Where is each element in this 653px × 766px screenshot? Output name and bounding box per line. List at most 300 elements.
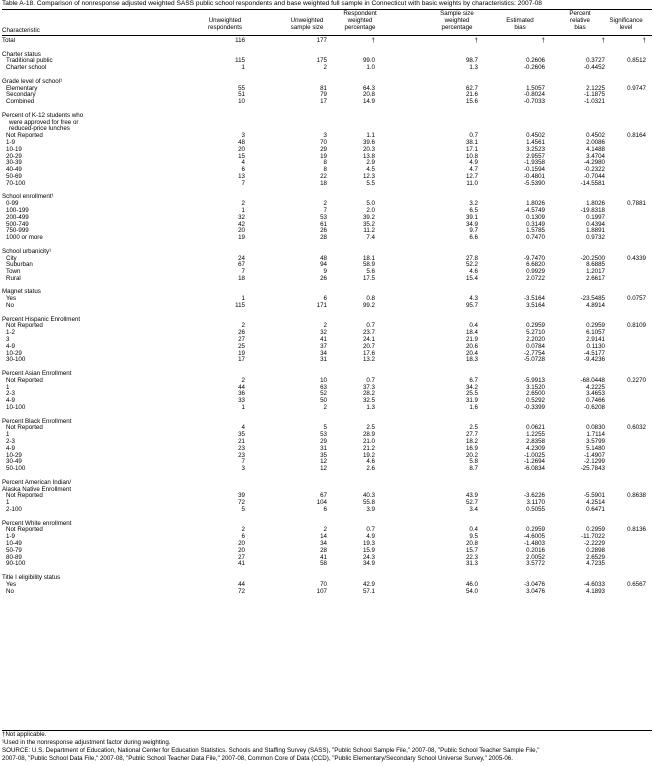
cell-sample-size-weighted-percentage: 27.8 — [465, 254, 478, 262]
table-row — [0, 99, 653, 106]
cell-unweighted-sample-size: 58 — [320, 560, 327, 568]
cell-respondent-weighted-percentage: 13.2 — [362, 356, 375, 364]
row-spacer — [0, 514, 653, 521]
cell-estimated-bias: 2.0052 — [526, 553, 545, 561]
row-label: Suburban — [6, 261, 33, 269]
row-label: Traditional public — [6, 57, 53, 65]
row-label: 1-9 — [6, 533, 15, 541]
cell-sample-size-weighted-percentage: 52.2 — [465, 261, 478, 269]
cell-percent-relative-bias: -4.2980 — [584, 159, 605, 167]
cell-unweighted-respondents: 2 — [241, 322, 245, 330]
cell-percent-relative-bias: 6.1057 — [586, 329, 605, 337]
cell-unweighted-respondents: 116 — [235, 37, 245, 44]
table-row — [0, 405, 653, 412]
cell-respondent-weighted-percentage: 99.2 — [362, 302, 375, 310]
cell-sample-size-weighted-percentage: 25.5 — [465, 390, 478, 398]
cell-percent-relative-bias: -11.7022 — [581, 533, 605, 541]
cell-unweighted-sample-size: 2 — [323, 526, 327, 534]
cell-unweighted-respondents: 55 — [238, 84, 245, 92]
cell-estimated-bias: -6.0834 — [524, 465, 545, 473]
cell-unweighted-respondents: 48 — [238, 138, 245, 146]
cell-percent-relative-bias: 2.9141 — [586, 336, 605, 344]
cell-unweighted-respondents: 7 — [241, 268, 245, 276]
cell-respondent-weighted-percentage: 2.5 — [366, 424, 375, 432]
row-spacer — [0, 310, 653, 317]
row-label: reduced-price lunches — [9, 125, 70, 133]
header-unweighted-sample-size: Unweighted sample size — [290, 17, 324, 31]
cell-unweighted-respondents: 19 — [238, 349, 245, 357]
cell-estimated-bias: -1.0025 — [524, 451, 545, 459]
cell-estimated-bias: 0.3149 — [526, 220, 545, 228]
row-label: Percent American Indian/ — [2, 478, 72, 486]
cell-respondent-weighted-percentage: 37.3 — [362, 383, 375, 391]
cell-percent-relative-bias: -2.1299 — [584, 458, 605, 466]
cell-unweighted-respondents: 18 — [238, 274, 245, 282]
cell-sample-size-weighted-percentage: 8.7 — [469, 465, 478, 473]
cell-significance-level: 0.8164 — [627, 132, 646, 140]
cell-sample-size-weighted-percentage: 38.1 — [465, 138, 478, 146]
cell-percent-relative-bias: 0.7466 — [586, 397, 605, 405]
row-label: 30-49 — [6, 458, 22, 466]
header-estimated-bias: Estimated bias — [506, 17, 534, 31]
cell-unweighted-sample-size: 177 — [316, 37, 327, 44]
row-label: 1 — [6, 499, 10, 507]
cell-percent-relative-bias: -68.0448 — [580, 376, 605, 384]
cell-respondent-weighted-percentage: 24.1 — [362, 336, 375, 344]
row-label: City — [6, 254, 17, 262]
cell-percent-relative-bias: 1.2017 — [586, 268, 605, 276]
cell-percent-relative-bias: 1.8891 — [586, 227, 605, 235]
row-label: Town — [6, 268, 21, 276]
cell-sample-size-weighted-percentage: 1.3 — [469, 64, 478, 72]
cell-estimated-bias: -4.5749 — [524, 206, 545, 214]
cell-estimated-bias: 0.2959 — [526, 526, 545, 534]
header-sample-size-weighted-percentage: Sample size weighted percentage — [440, 10, 474, 31]
cell-sample-size-weighted-percentage: 95.7 — [465, 302, 478, 310]
row-label: 50-69 — [6, 172, 22, 180]
cell-unweighted-sample-size: 17 — [320, 98, 327, 106]
cell-respondent-weighted-percentage: 39.6 — [362, 138, 375, 146]
row-spacer — [0, 473, 653, 480]
cell-sample-size-weighted-percentage: 31.9 — [465, 397, 478, 405]
cell-sample-size-weighted-percentage: 4.3 — [469, 295, 478, 303]
cell-estimated-bias: 1.5785 — [526, 227, 545, 235]
cell-estimated-bias: 3.5772 — [526, 560, 545, 568]
cell-unweighted-respondents: 1 — [241, 295, 245, 303]
cell-percent-relative-bias: -1.0321 — [584, 98, 605, 106]
cell-significance-level: 0.0757 — [627, 295, 646, 303]
row-spacer — [0, 412, 653, 419]
cell-respondent-weighted-percentage: 2.6 — [366, 465, 375, 473]
cell-unweighted-respondents: 6 — [241, 166, 245, 174]
cell-unweighted-sample-size: 35 — [320, 451, 327, 459]
cell-unweighted-sample-size: 8 — [323, 166, 327, 174]
cell-estimated-bias: 0.0621 — [526, 424, 545, 432]
cell-unweighted-respondents: 32 — [238, 213, 245, 221]
cell-percent-relative-bias: 3.4704 — [586, 152, 605, 160]
row-label: 2-3 — [6, 390, 15, 398]
row-spacer — [0, 364, 653, 371]
row-label: 200-499 — [6, 213, 29, 221]
cell-unweighted-sample-size: 12 — [320, 458, 327, 466]
cell-unweighted-sample-size: 18 — [320, 179, 327, 187]
cell-respondent-weighted-percentage: 55.8 — [362, 499, 375, 507]
table-row — [0, 561, 653, 568]
cell-unweighted-respondents: 7 — [241, 458, 245, 466]
cell-unweighted-sample-size: 2 — [323, 404, 327, 412]
cell-estimated-bias: -1.4803 — [524, 539, 545, 547]
cell-unweighted-sample-size: 34 — [320, 349, 327, 357]
cell-significance-level: 0.9747 — [627, 84, 646, 92]
cell-respondent-weighted-percentage: 1.1 — [366, 132, 375, 140]
cell-estimated-bias: 2.8358 — [526, 438, 545, 446]
cell-unweighted-sample-size: 94 — [320, 261, 327, 269]
cell-sample-size-weighted-percentage: 62.7 — [465, 84, 478, 92]
cell-sample-size-weighted-percentage: 54.0 — [465, 587, 478, 595]
cell-respondent-weighted-percentage: 0.8 — [366, 295, 375, 303]
cell-estimated-bias: 0.7470 — [526, 234, 545, 242]
cell-sample-size-weighted-percentage: 22.3 — [465, 553, 478, 561]
cell-unweighted-sample-size: 104 — [316, 499, 327, 507]
table-row — [0, 38, 653, 45]
cell-unweighted-respondents: 51 — [238, 91, 245, 99]
cell-respondent-weighted-percentage: 4.9 — [366, 533, 375, 541]
cell-percent-relative-bias: 5.1480 — [586, 444, 605, 452]
cell-unweighted-sample-size: 3 — [323, 132, 327, 140]
cell-sample-size-weighted-percentage: 20.2 — [465, 451, 478, 459]
row-label: 10-29 — [6, 451, 22, 459]
cell-percent-relative-bias: 0.2898 — [586, 546, 605, 554]
cell-sample-size-weighted-percentage: 39.1 — [465, 213, 478, 221]
cell-unweighted-respondents: 2 — [241, 200, 245, 208]
row-label: 3 — [6, 336, 10, 344]
table-row — [0, 466, 653, 473]
cell-unweighted-respondents: 67 — [238, 261, 245, 269]
cell-unweighted-respondents: 35 — [238, 431, 245, 439]
row-label: 2-100 — [6, 505, 22, 513]
row-label: 50-100 — [6, 465, 26, 473]
cell-respondent-weighted-percentage: 11.2 — [363, 227, 375, 235]
row-spacer — [0, 568, 653, 575]
cell-estimated-bias: 1.8026 — [526, 200, 545, 208]
cell-significance-level: 0.7881 — [627, 200, 646, 208]
cell-percent-relative-bias: 1.7114 — [586, 431, 605, 439]
cell-respondent-weighted-percentage: 0.7 — [366, 322, 375, 330]
cell-respondent-weighted-percentage: 99.0 — [362, 57, 375, 65]
table-row — [0, 120, 653, 127]
cell-estimated-bias: -5.0728 — [524, 356, 545, 364]
cell-significance-level: 0.6032 — [627, 424, 646, 432]
row-label: Not Reported — [6, 376, 43, 384]
cell-significance-level: 0.8512 — [627, 57, 646, 65]
cell-respondent-weighted-percentage: 20.7 — [362, 342, 375, 350]
cell-estimated-bias: 5.2710 — [526, 329, 545, 337]
cell-estimated-bias: -0.4801 — [524, 172, 545, 180]
cell-respondent-weighted-percentage: 0.7 — [366, 376, 375, 384]
cell-respondent-weighted-percentage: 17.6 — [362, 349, 375, 357]
cell-significance-level: 0.8638 — [627, 492, 646, 500]
cell-estimated-bias: 0.4502 — [526, 132, 545, 140]
row-label: Title I eligibility status — [2, 573, 61, 581]
row-label: Rural — [6, 274, 21, 282]
cell-unweighted-respondents: 39 — [238, 492, 245, 500]
cell-percent-relative-bias: 0.2959 — [586, 526, 605, 534]
row-label: Grade level of school¹ — [2, 77, 63, 85]
row-label: Charter school — [6, 64, 47, 72]
cell-unweighted-sample-size: 34 — [320, 539, 327, 547]
cell-unweighted-sample-size: 14 — [320, 533, 327, 541]
row-label: Percent Asian Enrollment — [2, 370, 72, 378]
cell-unweighted-respondents: 2 — [241, 376, 245, 384]
table-row — [0, 65, 653, 72]
cell-percent-relative-bias: 0.1997 — [586, 213, 605, 221]
row-label: 4-9 — [6, 342, 15, 350]
cell-unweighted-respondents: 17 — [238, 356, 245, 364]
cell-estimated-bias: -1.9358 — [524, 159, 545, 167]
cell-sample-size-weighted-percentage: 9.7 — [469, 227, 478, 235]
row-label: 2-3 — [6, 438, 15, 446]
cell-unweighted-sample-size: 53 — [320, 213, 327, 221]
cell-respondent-weighted-percentage: 2.9 — [366, 159, 375, 167]
row-spacer — [0, 242, 653, 249]
cell-unweighted-respondents: 21 — [238, 438, 245, 446]
cell-respondent-weighted-percentage: 42.9 — [362, 580, 375, 588]
cell-estimated-bias: 2.9557 — [526, 152, 545, 160]
cell-respondent-weighted-percentage: 5.5 — [366, 179, 375, 187]
cell-percent-relative-bias: 4.2514 — [586, 499, 605, 507]
cell-estimated-bias: 3.2523 — [526, 145, 545, 153]
cell-sample-size-weighted-percentage: 0.4 — [469, 526, 478, 534]
row-label: Charter status — [2, 50, 41, 58]
row-label: 0-99 — [6, 200, 19, 208]
cell-sample-size-weighted-percentage: 27.7 — [465, 431, 478, 439]
cell-respondent-weighted-percentage: 7.4 — [366, 234, 375, 242]
header-significance-level: Significance level — [609, 17, 643, 31]
table-row — [0, 507, 653, 514]
cell-sample-size-weighted-percentage: 4.6 — [469, 268, 478, 276]
cell-estimated-bias: -1.2694 — [524, 458, 545, 466]
cell-unweighted-sample-size: 5 — [323, 424, 327, 432]
cell-sample-size-weighted-percentage: 15.7 — [465, 546, 478, 554]
cell-sample-size-weighted-percentage: 18.2 — [465, 438, 478, 446]
cell-unweighted-sample-size: 61 — [320, 220, 327, 228]
cell-unweighted-sample-size: 2 — [323, 200, 327, 208]
cell-estimated-bias: 2.0722 — [526, 274, 545, 282]
cell-unweighted-respondents: 1 — [241, 206, 245, 214]
row-label: Not Reported — [6, 132, 43, 140]
cell-unweighted-sample-size: 81 — [320, 84, 327, 92]
source-note-line-2: 2007-08, "Public School Data File," 2007-08, "Public School Teacher Data File," 2007-08, Common Core of Data (CCD), "Public Elementary/Secondary School Universe Survey," 2005-06. — [2, 755, 513, 762]
cell-percent-relative-bias: 0.1130 — [586, 342, 605, 350]
cell-respondent-weighted-percentage: 5.0 — [366, 200, 375, 208]
row-label: 1000 or more — [6, 234, 43, 242]
header-respondent-weighted-percentage: Respondent weighted percentage — [343, 10, 377, 31]
cell-unweighted-respondents: 27 — [238, 336, 245, 344]
cell-sample-size-weighted-percentage: 0.4 — [469, 322, 478, 330]
cell-respondent-weighted-percentage: 18.1 — [362, 254, 375, 262]
cell-sample-size-weighted-percentage: 1.6 — [469, 404, 478, 412]
cell-unweighted-sample-size: 50 — [320, 397, 327, 405]
cell-percent-relative-bias: -14.5581 — [580, 179, 605, 187]
table-row — [0, 303, 653, 310]
cell-percent-relative-bias: -0.6208 — [584, 404, 605, 412]
cell-estimated-bias: 6.6820 — [526, 261, 545, 269]
cell-percent-relative-bias: 2.6617 — [586, 274, 605, 282]
cell-percent-relative-bias: -9.4236 — [584, 356, 605, 364]
cell-unweighted-respondents: 20 — [238, 145, 245, 153]
row-label: 10-19 — [6, 145, 22, 153]
row-label: 30-39 — [6, 159, 22, 167]
row-label: Percent White enrollment — [2, 519, 72, 527]
cell-sample-size-weighted-percentage: 10.8 — [465, 152, 478, 160]
cell-unweighted-sample-size: 9 — [323, 268, 327, 276]
row-label: 90-100 — [6, 560, 26, 568]
cell-sample-size-weighted-percentage: 0.7 — [469, 132, 478, 140]
cell-estimated-bias: 3.0476 — [526, 587, 545, 595]
cell-sample-size-weighted-percentage: 4.7 — [469, 166, 478, 174]
cell-estimated-bias: 0.5292 — [526, 397, 545, 405]
cell-estimated-bias: † — [541, 37, 545, 44]
cell-unweighted-respondents: 7 — [241, 179, 245, 187]
row-spacer — [0, 45, 653, 52]
cell-unweighted-sample-size: 171 — [316, 302, 327, 310]
cell-estimated-bias: 0.2016 — [526, 546, 545, 554]
cell-unweighted-sample-size: 70 — [320, 138, 327, 146]
cell-respondent-weighted-percentage: 4.5 — [366, 166, 375, 174]
cell-respondent-weighted-percentage: 21.0 — [362, 438, 375, 446]
cell-estimated-bias: -0.2606 — [524, 64, 545, 72]
row-label: 10-100 — [6, 404, 26, 412]
row-label: 500-749 — [6, 220, 29, 228]
cell-sample-size-weighted-percentage: 6.6 — [469, 234, 478, 242]
cell-sample-size-weighted-percentage: 20.4 — [465, 349, 478, 357]
row-label: Alaska Native Enrollment — [2, 485, 72, 493]
cell-estimated-bias: 3.1170 — [526, 499, 545, 507]
cell-respondent-weighted-percentage: † — [371, 37, 375, 44]
row-label: 80-89 — [6, 553, 22, 561]
cell-unweighted-sample-size: 19 — [320, 152, 327, 160]
cell-unweighted-respondents: 26 — [238, 329, 245, 337]
row-label: Yes — [6, 580, 17, 588]
cell-percent-relative-bias: 0.0830 — [586, 424, 605, 432]
cell-respondent-weighted-percentage: 3.9 — [366, 505, 375, 513]
cell-unweighted-sample-size: 26 — [320, 227, 327, 235]
cell-unweighted-respondents: 44 — [238, 580, 245, 588]
table-body — [0, 38, 653, 595]
row-label: Not Reported — [6, 424, 43, 432]
cell-respondent-weighted-percentage: 1.0 — [366, 64, 375, 72]
row-label: Percent of K-12 students who — [2, 111, 84, 119]
cell-unweighted-respondents: 15 — [238, 152, 245, 160]
cell-sample-size-weighted-percentage: 43.9 — [465, 492, 478, 500]
cell-significance-level: 0.4339 — [627, 254, 646, 262]
cell-percent-relative-bias: -19.8318 — [580, 206, 605, 214]
header-characteristic: Characteristic — [2, 27, 40, 34]
cell-unweighted-respondents: 10 — [238, 98, 245, 106]
cell-percent-relative-bias: 4.8914 — [586, 302, 605, 310]
cell-percent-relative-bias: 0.4502 — [586, 132, 605, 140]
row-label: 50-79 — [6, 546, 22, 554]
cell-respondent-weighted-percentage: 40.3 — [362, 492, 375, 500]
cell-sample-size-weighted-percentage: 21.6 — [465, 91, 478, 99]
cell-percent-relative-bias: -4.5177 — [584, 349, 605, 357]
row-label: 10-49 — [6, 539, 22, 547]
cell-unweighted-sample-size: 6 — [323, 295, 327, 303]
cell-unweighted-respondents: 20 — [238, 227, 245, 235]
cell-percent-relative-bias: -1.4907 — [584, 451, 605, 459]
cell-unweighted-respondents: 115 — [235, 302, 245, 310]
cell-sample-size-weighted-percentage: 6.5 — [469, 206, 478, 214]
cell-significance-level: 0.8136 — [627, 526, 646, 534]
cell-estimated-bias: 2.2020 — [526, 336, 545, 344]
cell-unweighted-respondents: 23 — [238, 451, 245, 459]
cell-respondent-weighted-percentage: 39.2 — [362, 213, 375, 221]
row-label: Combined — [6, 98, 35, 106]
cell-estimated-bias: 3.5164 — [526, 302, 545, 310]
cell-percent-relative-bias: -5.5901 — [584, 492, 605, 500]
cell-percent-relative-bias: † — [601, 37, 605, 44]
cell-percent-relative-bias: 0.9732 — [586, 234, 605, 242]
row-label: Not Reported — [6, 492, 43, 500]
table-row — [0, 589, 653, 596]
cell-sample-size-weighted-percentage: 18.4 — [465, 329, 478, 337]
cell-unweighted-respondents: 4 — [241, 424, 245, 432]
cell-unweighted-sample-size: 48 — [320, 254, 327, 262]
cell-unweighted-sample-size: 28 — [320, 234, 327, 242]
cell-estimated-bias: -5.5390 — [524, 179, 545, 187]
row-label: 1 — [6, 383, 10, 391]
cell-unweighted-respondents: 44 — [238, 383, 245, 391]
cell-unweighted-respondents: 24 — [238, 254, 245, 262]
table-row — [0, 480, 653, 487]
cell-unweighted-sample-size: 7 — [323, 206, 327, 214]
cell-unweighted-respondents: 41 — [238, 560, 245, 568]
row-label: 4-9 — [6, 397, 15, 405]
cell-estimated-bias: -0.7033 — [524, 98, 545, 106]
row-label: 30-100 — [6, 356, 26, 364]
table-row — [0, 181, 653, 188]
row-spacer — [0, 283, 653, 290]
cell-unweighted-sample-size: 29 — [320, 438, 327, 446]
row-spacer — [0, 106, 653, 113]
cell-sample-size-weighted-percentage: 18.3 — [465, 356, 478, 364]
header-percent-relative-bias: Percent relative bias — [569, 10, 591, 31]
cell-percent-relative-bias: 4.7235 — [586, 560, 605, 568]
cell-unweighted-respondents: 2 — [241, 526, 245, 534]
row-label: 10-29 — [6, 349, 22, 357]
cell-estimated-bias: -3.6226 — [524, 492, 545, 500]
cell-estimated-bias: -0.8024 — [524, 91, 545, 99]
cell-sample-size-weighted-percentage: 3.2 — [469, 200, 478, 208]
cell-sample-size-weighted-percentage: 5.8 — [469, 458, 478, 466]
row-label: Not Reported — [6, 322, 43, 330]
cell-sample-size-weighted-percentage: 17.1 — [465, 145, 478, 153]
cell-respondent-weighted-percentage: 28.2 — [362, 390, 375, 398]
row-spacer — [0, 72, 653, 79]
cell-unweighted-sample-size: 107 — [316, 587, 327, 595]
cell-estimated-bias: 0.9929 — [526, 268, 545, 276]
cell-estimated-bias: 0.0784 — [526, 342, 545, 350]
cell-sample-size-weighted-percentage: 46.0 — [465, 580, 478, 588]
cell-unweighted-sample-size: 63 — [320, 383, 327, 391]
row-label: 20-29 — [6, 152, 22, 160]
table-row — [0, 113, 653, 120]
cell-sample-size-weighted-percentage: 52.7 — [465, 499, 478, 507]
cell-percent-relative-bias: 2.0086 — [586, 138, 605, 146]
cell-estimated-bias: -3.5164 — [524, 295, 545, 303]
footnote-1: ¹Used in the nonresponse adjustment factor during weighting. — [2, 739, 171, 746]
cell-unweighted-respondents: 5 — [241, 505, 245, 513]
